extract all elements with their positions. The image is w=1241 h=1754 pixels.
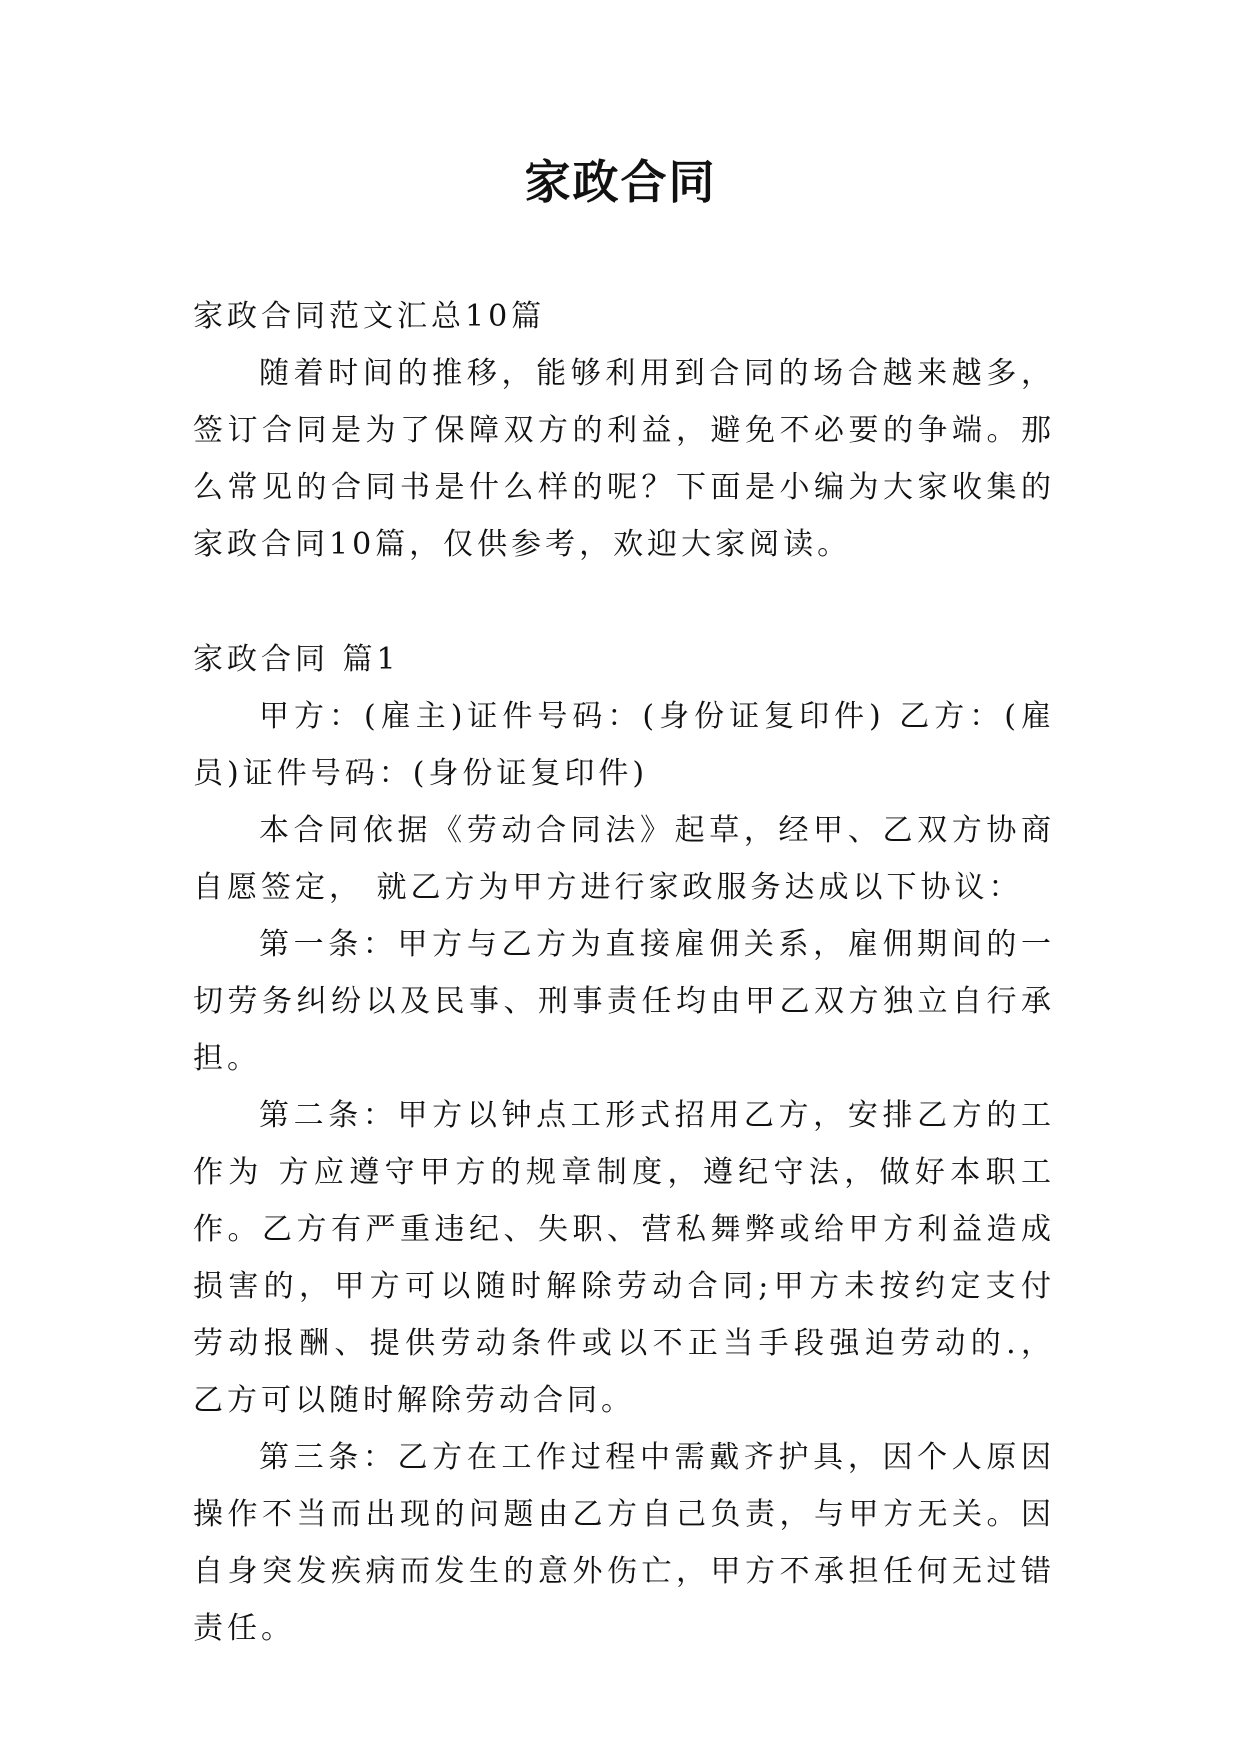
- document-body: [193, 288, 1055, 1657]
- document-title: 家政合同: [524, 155, 717, 209]
- parties-paragraph: 甲方：(雇主)证件号码：(身份证复印件) 乙方：(雇员)证件号码：(身份证复印件): [193, 699, 1055, 791]
- intro-paragraph: 随着时间的推移，能够利用到合同的场合越来越多，签订合同是为了保障双方的利益，避免不必要的争端。那么常见的合同书是什么样的呢？下面是小编为大家收集的家政合同10篇，仅供参考，欢迎大家阅读。: [193, 356, 1055, 562]
- article-2-paragraph: 第二条：甲方以钟点工形式招用乙方，安排乙方的工作为 方应遵守甲方的规章制度，遵纪守法，做好本职工作。乙方有严重违纪、失职、营私舞弊或给甲方利益造成损害的，甲方可以随时解除劳动合同;甲方未按约定支付劳动报酬、提供劳动条件或以不正当手段强迫劳动的.，乙方可以随时解除劳动合同。: [193, 1098, 1055, 1418]
- article-3-paragraph: 第三条：乙方在工作过程中需戴齐护具，因个人原因操作不当而出现的问题由乙方自己负责，与甲方无关。因自身突发疾病而发生的意外伤亡，甲方不承担任何无过错责任。: [193, 1440, 1055, 1646]
- basis-paragraph: 本合同依据《劳动合同法》起草，经甲、乙双方协商自愿签定， 就乙方为甲方进行家政服务达成以下协议：: [193, 813, 1055, 905]
- paragraph-gap: [193, 573, 1055, 631]
- document-subtitle: 家政合同范文汇总10篇: [193, 299, 546, 334]
- article-1-paragraph: 第一条：甲方与乙方为直接雇佣关系，雇佣期间的一切劳务纠纷以及民事、刑事责任均由甲乙双方独立自行承担。: [193, 927, 1055, 1076]
- section-heading: 家政合同 篇1: [193, 642, 400, 677]
